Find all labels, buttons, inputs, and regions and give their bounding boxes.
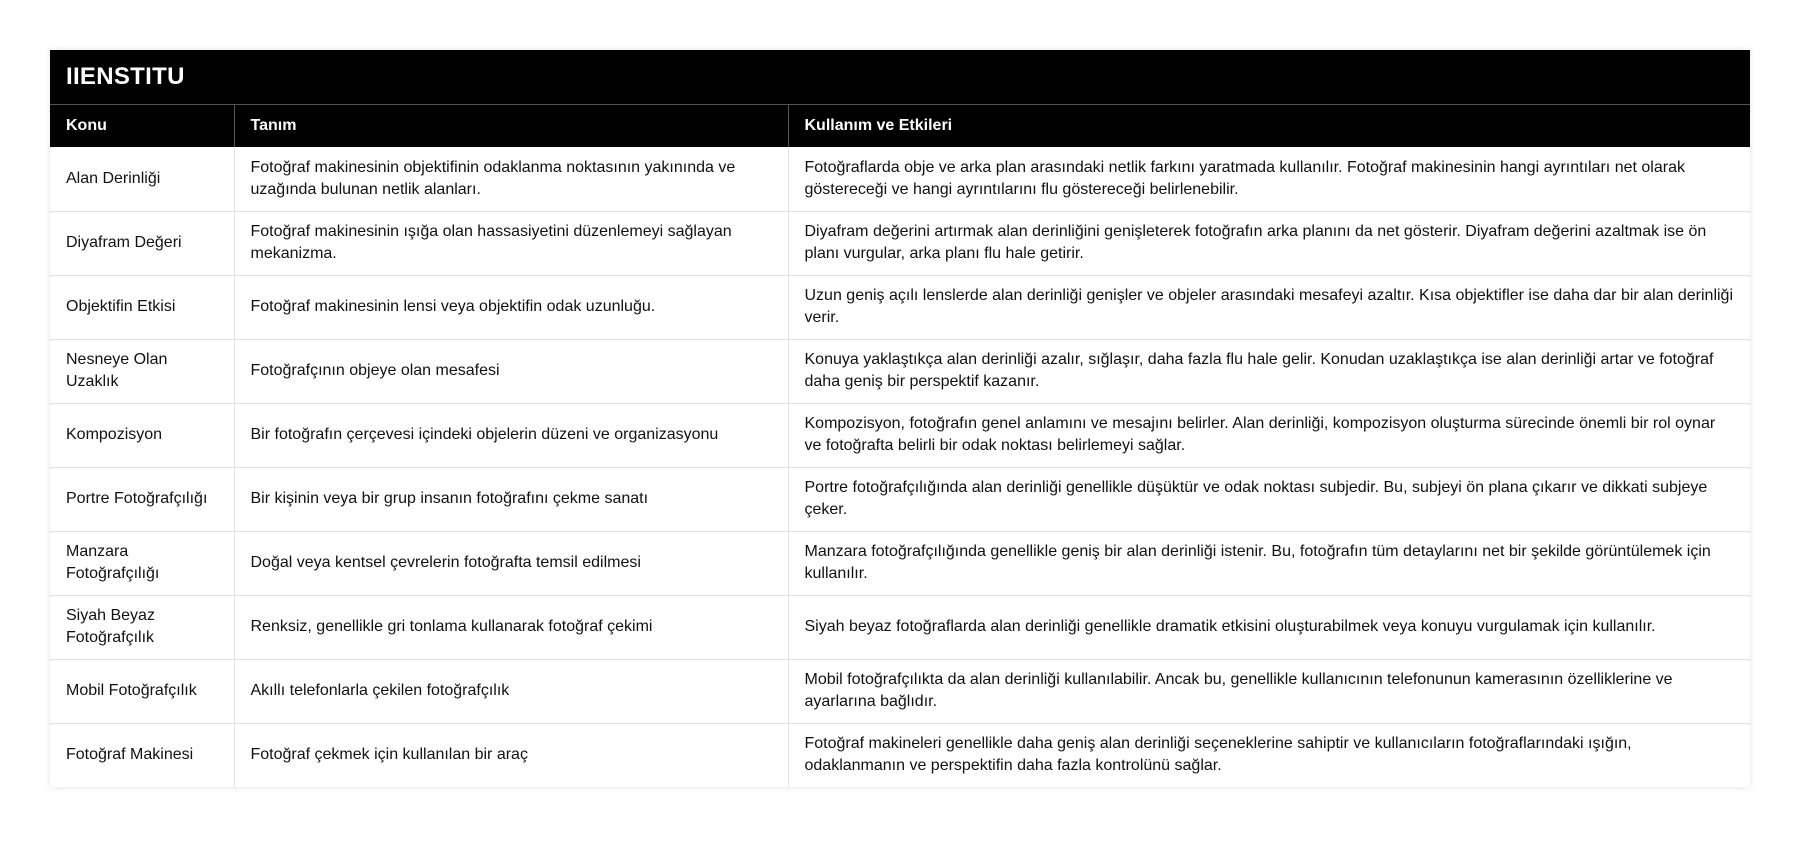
cell-tanim: Akıllı telefonlarla çekilen fotoğrafçılık	[234, 659, 788, 723]
cell-konu: Diyafram Değeri	[50, 211, 234, 275]
cell-konu: Alan Derinliği	[66, 169, 161, 187]
table-row	[50, 339, 1750, 403]
table-title: IIENSTITU	[50, 50, 1750, 105]
header-row	[50, 105, 1750, 147]
cell-tanim: Bir kişinin veya bir grup insanın fotoğrafını çekme sanatı	[234, 467, 788, 531]
cell-konu: Kompozisyon	[50, 403, 234, 467]
cell-kullanim: Kompozisyon, fotoğrafın genel anlamını ve mesajını belirler. Alan derinliği, kompozisyon oluşturma sürecinde önemli bir rol oynar ve fotoğrafta belirli bir odak noktası belirlemeyi sağlar.	[788, 403, 1750, 467]
table-row	[50, 211, 1750, 275]
cell-kullanim: Manzara fotoğrafçılığında genellikle geniş bir alan derinliği istenir. Bu, fotoğrafın tüm detaylarını net bir şekilde görüntülemek için kullanılır.	[788, 531, 1750, 595]
cell-kullanim: Siyah beyaz fotoğraflarda alan derinliği genellikle dramatik etkisini oluşturabilmek veya konuyu vurgulamak için kullanılır.	[788, 595, 1750, 659]
cell-tanim: Fotoğrafçının objeye olan mesafesi	[234, 339, 788, 403]
table-row	[50, 467, 1750, 531]
table-row	[50, 659, 1750, 723]
data-table	[50, 105, 1750, 787]
cell-kullanim: Konuya yaklaştıkça alan derinliği azalır, sığlaşır, daha fazla flu hale gelir. Konudan uzaklaştıkça ise alan derinliği artar ve fotoğraf daha geniş bir perspektif kazanır.	[788, 339, 1750, 403]
cell-kullanim: Mobil fotoğrafçılıkta da alan derinliği kullanılabilir. Ancak bu, genellikle kullanıcının telefonunun kamerasının özelliklerine ve ayarlarına bağlıdır.	[788, 659, 1750, 723]
table-row	[50, 403, 1750, 467]
header-kullanim: Kullanım ve Etkileri	[788, 105, 1750, 147]
cell-tanim: Doğal veya kentsel çevrelerin fotoğrafta temsil edilmesi	[234, 531, 788, 595]
cell-konu: Manzara Fotoğrafçılığı	[50, 531, 234, 595]
cell-konu: Objektifin Etkisi	[50, 275, 234, 339]
header-tanim: Tanım	[234, 105, 788, 147]
cell-tanim: Fotoğraf makinesinin lensi veya objektifin odak uzunluğu.	[234, 275, 788, 339]
cell-konu: Mobil Fotoğrafçılık	[50, 659, 234, 723]
header-konu: Konu	[50, 105, 234, 147]
cell-konu: Nesneye Olan Uzaklık	[50, 339, 234, 403]
table-row	[50, 723, 1750, 787]
cell-kullanim: Portre fotoğrafçılığında alan derinliği genellikle düşüktür ve odak noktası subjedir. Bu, subjeyi ön plana çıkarır ve dikkati subjeye çeker.	[788, 467, 1750, 531]
table-row	[50, 275, 1750, 339]
cell-tanim: Fotoğraf çekmek için kullanılan bir araç	[234, 723, 788, 787]
cell-konu: Portre Fotoğrafçılığı	[50, 467, 234, 531]
cell-kullanim: Uzun geniş açılı lenslerde alan derinliği genişler ve objeler arasındaki mesafeyi azaltır. Kısa objektifler ise daha dar bir alan derinliği verir.	[788, 275, 1750, 339]
cell-tanim: Renksiz, genellikle gri tonlama kullanarak fotoğraf çekimi	[234, 595, 788, 659]
table-row	[50, 595, 1750, 659]
table-row	[50, 531, 1750, 595]
cell-tanim: Bir fotoğrafın çerçevesi içindeki objelerin düzeni ve organizasyonu	[234, 403, 788, 467]
cell-kullanim: Diyafram değerini artırmak alan derinliğini genişleterek fotoğrafın arka planını da net gösterir. Diyafram değerini azaltmak ise ön planı vurgular, arka planı flu hale getirir.	[788, 211, 1750, 275]
cell-konu: Siyah Beyaz Fotoğrafçılık	[50, 595, 234, 659]
table-row	[50, 147, 1750, 211]
cell-konu: Fotoğraf Makinesi	[50, 723, 234, 787]
table-container	[50, 50, 1750, 787]
cell-tanim: Fotoğraf makinesinin objektifinin odaklanma noktasının yakınında ve uzağında bulunan netlik alanları.	[234, 147, 788, 211]
cell-tanim: Fotoğraf makinesinin ışığa olan hassasiyetini düzenlemeyi sağlayan mekanizma.	[234, 211, 788, 275]
cell-kullanim: Fotoğraflarda obje ve arka plan arasındaki netlik farkını yaratmada kullanılır. Fotoğraf makinesinin hangi ayrıntıları net olarak göstereceği ve hangi ayrıntılarını flu göstereceği belirlenebilir.	[788, 147, 1750, 211]
cell-kullanim: Fotoğraf makineleri genellikle daha geniş alan derinliği seçeneklerine sahiptir ve kullanıcıların fotoğraflarındaki ışığın, odaklanmanın ve perspektifin daha fazla kontrolünü sağlar.	[788, 723, 1750, 787]
